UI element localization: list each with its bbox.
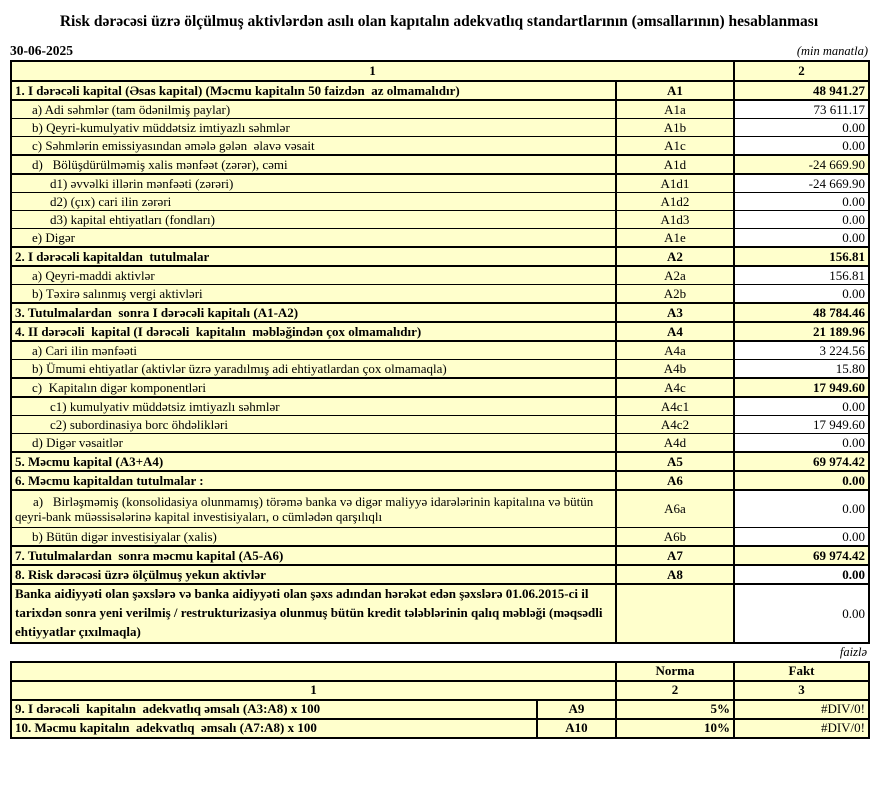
row-code: A4b bbox=[616, 360, 734, 379]
row-value: 0.00 bbox=[734, 285, 869, 304]
table-row bbox=[11, 700, 869, 719]
row-code: A9 bbox=[537, 700, 616, 719]
row-value: 17 949.60 bbox=[734, 378, 869, 397]
table-row bbox=[11, 565, 869, 584]
row-fakt: #DIV/0! bbox=[734, 700, 869, 719]
row-label: d) Digər vəsaitlər bbox=[11, 434, 616, 453]
table-row bbox=[11, 211, 869, 229]
row-value: 0.00 bbox=[734, 119, 869, 137]
report-title: Risk dərəcəsi üzrə ölçülmuş aktivlərdən asılı olan kapıtalın adekvatlıq standartlarının (əmsallarının) hesablanması bbox=[59, 13, 819, 30]
row-value: 3 224.56 bbox=[734, 341, 869, 360]
row-code: A4c1 bbox=[616, 397, 734, 416]
row-value: 0.00 bbox=[734, 434, 869, 453]
row-label: c1) kumulyativ müddətsiz imtiyazlı səhmlər bbox=[11, 397, 616, 416]
row-code: A4c2 bbox=[616, 416, 734, 434]
row-label: b) Ümumi ehtiyatlar (aktivlər üzrə yaradılmış adi ehtiyatlardan çox olmamaqla) bbox=[11, 360, 616, 379]
row-label: a) Qeyri-maddi aktivlər bbox=[11, 266, 616, 285]
ratio-header-row-2 bbox=[11, 681, 869, 700]
row-value: 0.00 bbox=[734, 528, 869, 547]
row-code bbox=[616, 584, 734, 643]
row-value: 73 611.17 bbox=[734, 100, 869, 119]
table-row bbox=[11, 266, 869, 285]
row-code: A4 bbox=[616, 322, 734, 341]
row-label: 7. Tutulmalardan sonra məcmu kapital (A5-A6) bbox=[11, 546, 616, 565]
table-row bbox=[11, 119, 869, 137]
table-row bbox=[11, 434, 869, 453]
row-code: A1a bbox=[616, 100, 734, 119]
ratio-header-row-1 bbox=[11, 662, 869, 681]
row-code: A5 bbox=[616, 452, 734, 471]
row-norma: 5% bbox=[616, 700, 734, 719]
ratio-header-fakt: Fakt bbox=[734, 662, 869, 681]
ratio-colnum-3: 3 bbox=[734, 681, 869, 700]
table-row bbox=[11, 528, 869, 547]
capital-table-header-row bbox=[11, 61, 869, 81]
row-label: 9. I dərəcəli kapitalın adekvatlıq əmsalı (A3:A8) x 100 bbox=[11, 700, 537, 719]
table-row bbox=[11, 416, 869, 434]
row-value: 0.00 bbox=[734, 211, 869, 229]
row-label: c) Səhmlərin emissiyasından əmələ gələn əlavə vəsait bbox=[11, 137, 616, 156]
header-col-2: 2 bbox=[734, 61, 869, 81]
ratio-colnum-2: 2 bbox=[616, 681, 734, 700]
table-row bbox=[11, 303, 869, 322]
row-value: 0.00 bbox=[734, 229, 869, 248]
table-row bbox=[11, 471, 869, 490]
row-code: A1d1 bbox=[616, 174, 734, 193]
table-row bbox=[11, 285, 869, 304]
row-label: d2) (çıx) cari ilin zərəri bbox=[11, 193, 616, 211]
row-code: A7 bbox=[616, 546, 734, 565]
report-date: 30-06-2025 bbox=[10, 43, 73, 59]
capital-table bbox=[10, 60, 870, 644]
row-label: 5. Məcmu kapital (A3+A4) bbox=[11, 452, 616, 471]
row-code: A6a bbox=[616, 490, 734, 528]
row-label: b) Təxirə salınmış vergi aktivləri bbox=[11, 285, 616, 304]
row-label: Banka aidiyyəti olan şəxslərə və banka aidiyyəti olan şəxs adından hərəkət edən şəxslərə 01.06.2015-ci il tarixdən sonra yeni verilmiş / restrukturizasiya olunmuş bütün kredit tələblərinin qalıq məbləği (məqsədli ehtiyyatlar çıxılmaqla) bbox=[11, 584, 616, 643]
row-label: 10. Məcmu kapitalın adekvatlıq əmsalı (A7:A8) x 100 bbox=[11, 719, 537, 738]
row-code: A1d2 bbox=[616, 193, 734, 211]
row-value: 0.00 bbox=[734, 565, 869, 584]
row-value: 69 974.42 bbox=[734, 546, 869, 565]
unit-note: (min manatla) bbox=[796, 44, 868, 59]
row-label: 1. I dərəcəli kapital (Əsas kapital) (Məcmu kapitalın 50 faizdən az olmamalıdır) bbox=[11, 81, 616, 100]
row-value: -24 669.90 bbox=[734, 155, 869, 174]
row-label: a) Birləşməmiş (konsolidasiya olunmamış) törəmə banka və digər maliyyə idarələrinin kapitalına və bütün qeyri-bank müəssisələrinə kapital investisiyaları, o cümlədən qarşılıqlı bbox=[11, 490, 616, 528]
row-fakt: #DIV/0! bbox=[734, 719, 869, 738]
table-row bbox=[11, 174, 869, 193]
row-code: A4d bbox=[616, 434, 734, 453]
row-code: A2a bbox=[616, 266, 734, 285]
header-col-1: 1 bbox=[11, 61, 734, 81]
row-code: A8 bbox=[616, 565, 734, 584]
table-row bbox=[11, 193, 869, 211]
row-label: 6. Məcmu kapitaldan tutulmalar : bbox=[11, 471, 616, 490]
row-code: A1d bbox=[616, 155, 734, 174]
row-code: A10 bbox=[537, 719, 616, 738]
row-value: 0.00 bbox=[734, 471, 869, 490]
table-row bbox=[11, 378, 869, 397]
table-row bbox=[11, 155, 869, 174]
row-label: c) Kapitalın digər komponentləri bbox=[11, 378, 616, 397]
ratio-header-empty bbox=[11, 662, 616, 681]
row-code: A2b bbox=[616, 285, 734, 304]
row-code: A6 bbox=[616, 471, 734, 490]
row-label: b) Qeyri-kumulyativ müddətsiz imtiyazlı səhmlər bbox=[11, 119, 616, 137]
row-value: 156.81 bbox=[734, 266, 869, 285]
table-row bbox=[11, 341, 869, 360]
row-value: -24 669.90 bbox=[734, 174, 869, 193]
row-value: 69 974.42 bbox=[734, 452, 869, 471]
row-label: 3. Tutulmalardan sonra I dərəcəli kapitalı (A1-A2) bbox=[11, 303, 616, 322]
table-row bbox=[11, 137, 869, 156]
table-row bbox=[11, 360, 869, 379]
row-value: 17 949.60 bbox=[734, 416, 869, 434]
row-label: 4. II dərəcəli kapital (I dərəcəli kapitalın məbləğindən çox olmamalıdır) bbox=[11, 322, 616, 341]
row-label: a) Adi səhmlər (tam ödənilmiş paylar) bbox=[11, 100, 616, 119]
row-value: 48 784.46 bbox=[734, 303, 869, 322]
row-label: a) Cari ilin mənfəəti bbox=[11, 341, 616, 360]
row-value: 0.00 bbox=[734, 397, 869, 416]
row-label: d1) əvvəlki illərin mənfəəti (zərəri) bbox=[11, 174, 616, 193]
meta-row bbox=[10, 43, 868, 59]
row-code: A3 bbox=[616, 303, 734, 322]
row-label: d) Bölüşdürülməmiş xalis mənfəət (zərər), cəmi bbox=[11, 155, 616, 174]
row-code: A1 bbox=[616, 81, 734, 100]
table-row bbox=[11, 719, 869, 738]
row-value: 156.81 bbox=[734, 247, 869, 266]
table-row bbox=[11, 247, 869, 266]
row-value: 21 189.96 bbox=[734, 322, 869, 341]
row-label: d3) kapital ehtiyatları (fondları) bbox=[11, 211, 616, 229]
row-code: A1d3 bbox=[616, 211, 734, 229]
row-code: A1b bbox=[616, 119, 734, 137]
ratio-header-norma: Norma bbox=[616, 662, 734, 681]
row-value: 0.00 bbox=[734, 490, 869, 528]
row-label: c2) subordinasiya borc öhdəlikləri bbox=[11, 416, 616, 434]
row-label: 8. Risk dərəcəsi üzrə ölçülmuş yekun aktivlər bbox=[11, 565, 616, 584]
row-code: A4a bbox=[616, 341, 734, 360]
row-code: A6b bbox=[616, 528, 734, 547]
row-code: A1c bbox=[616, 137, 734, 156]
percent-note: faizlə bbox=[839, 644, 867, 659]
row-code: A2 bbox=[616, 247, 734, 266]
table-row bbox=[11, 584, 869, 643]
table-row bbox=[11, 452, 869, 471]
row-label: 2. I dərəcəli kapitaldan tutulmalar bbox=[11, 247, 616, 266]
row-value: 15.80 bbox=[734, 360, 869, 379]
table-row bbox=[11, 490, 869, 528]
ratio-table bbox=[10, 661, 870, 739]
row-norma: 10% bbox=[616, 719, 734, 738]
ratio-colnum-1: 1 bbox=[11, 681, 616, 700]
table-row bbox=[11, 546, 869, 565]
row-code: A4c bbox=[616, 378, 734, 397]
row-value: 48 941.27 bbox=[734, 81, 869, 100]
table-row bbox=[11, 397, 869, 416]
row-value: 0.00 bbox=[734, 193, 869, 211]
table-row bbox=[11, 81, 869, 100]
row-value: 0.00 bbox=[734, 584, 869, 643]
row-label: e) Digər bbox=[11, 229, 616, 248]
table-row bbox=[11, 322, 869, 341]
row-value: 0.00 bbox=[734, 137, 869, 156]
table-row bbox=[11, 100, 869, 119]
row-code: A1e bbox=[616, 229, 734, 248]
row-label: b) Bütün digər investisiyalar (xalis) bbox=[11, 528, 616, 547]
table-row bbox=[11, 229, 869, 248]
